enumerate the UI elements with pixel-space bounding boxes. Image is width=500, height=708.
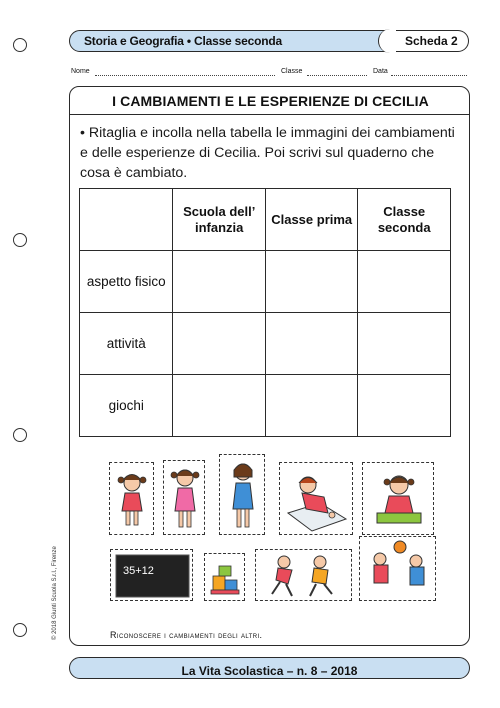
- cutout-running-children-card[interactable]: [255, 549, 352, 601]
- header-sheet: Scheda 2: [405, 34, 458, 48]
- header-sheet-box: [387, 30, 469, 52]
- class-label: Classe: [281, 68, 303, 75]
- blackboard-illustration: [111, 550, 194, 602]
- cutout-blue-dress-girl-card[interactable]: [219, 454, 265, 535]
- column-header: Classe prima: [265, 189, 357, 251]
- paste-cell[interactable]: [358, 375, 451, 437]
- paste-cell[interactable]: [265, 313, 357, 375]
- cutout-drawing-girl-card[interactable]: [362, 462, 434, 535]
- blue-dress-girl-illustration: [220, 455, 266, 536]
- row-label: giochi: [80, 375, 173, 437]
- cutout-painting-girl-card[interactable]: [279, 462, 353, 535]
- binder-hole-4: [13, 623, 27, 637]
- small-girl-illustration: [110, 463, 155, 536]
- worksheet-title: I CAMBIAMENTI E LE ESPERIENZE DI CECILIA: [112, 93, 429, 109]
- column-header: Classe seconda: [358, 189, 451, 251]
- paste-cell[interactable]: [173, 251, 266, 313]
- cutout-toy-blocks-card[interactable]: [204, 553, 245, 601]
- painting-girl-illustration: [280, 463, 354, 536]
- table-row: [80, 375, 451, 437]
- paste-cell[interactable]: [358, 313, 451, 375]
- toy-blocks-illustration: [205, 554, 246, 602]
- binder-hole-2: [13, 233, 27, 247]
- paste-cell[interactable]: [265, 375, 357, 437]
- table-corner-cell: [80, 189, 173, 251]
- date-label: Data: [373, 68, 388, 75]
- drawing-girl-illustration: [363, 463, 435, 536]
- paste-cell[interactable]: [173, 313, 266, 375]
- cutout-blackboard-card[interactable]: [110, 549, 193, 601]
- table-header-row: [80, 189, 451, 251]
- table-row: [80, 251, 451, 313]
- worksheet-frame: [69, 86, 470, 646]
- row-label: aspetto fisico: [80, 251, 173, 313]
- footer-text: La Vita Scolastica – n. 8 – 2018: [181, 664, 358, 678]
- header-divider: [378, 29, 396, 53]
- row-label: attività: [80, 313, 173, 375]
- title-divider: [70, 114, 469, 115]
- basketball-children-illustration: [360, 537, 437, 602]
- class-line[interactable]: [307, 75, 367, 76]
- footer-bar: [69, 657, 470, 679]
- date-line[interactable]: [391, 75, 467, 76]
- binder-hole-3: [13, 428, 27, 442]
- instruction-text: • Ritaglia e incolla nella tabella le immagini dei cambiamenti e delle esperienze di Cecilia. Poi scrivi sul quaderno che cosa è cambiato.: [80, 125, 455, 181]
- cutout-small-girl-card[interactable]: [109, 462, 154, 535]
- header-bar: [69, 30, 469, 52]
- learning-objective: Riconoscere i cambiamenti degli altri.: [110, 630, 263, 640]
- header-subject-box: [69, 30, 387, 52]
- header-subject: Storia e Geografia • Classe seconda: [84, 34, 282, 48]
- running-children-illustration: [256, 550, 353, 602]
- student-fields: [69, 68, 469, 78]
- pink-dress-girl-illustration: [164, 461, 206, 536]
- cutout-pink-dress-girl-card[interactable]: [163, 460, 205, 535]
- paste-cell[interactable]: [358, 251, 451, 313]
- copyright-notice: © 2018 Giunti Scuola S.r.l., Firenze: [52, 546, 58, 640]
- name-label: Nome: [71, 68, 90, 75]
- name-line[interactable]: [95, 75, 275, 76]
- paste-cell[interactable]: [265, 251, 357, 313]
- binder-hole-1: [13, 38, 27, 52]
- cutout-basketball-card[interactable]: [359, 536, 436, 601]
- blackboard-sum: 35+12: [123, 565, 154, 577]
- column-header: Scuola dell’ infanzia: [173, 189, 266, 251]
- cut-paste-table: [79, 188, 451, 437]
- paste-cell[interactable]: [173, 375, 266, 437]
- table-row: [80, 313, 451, 375]
